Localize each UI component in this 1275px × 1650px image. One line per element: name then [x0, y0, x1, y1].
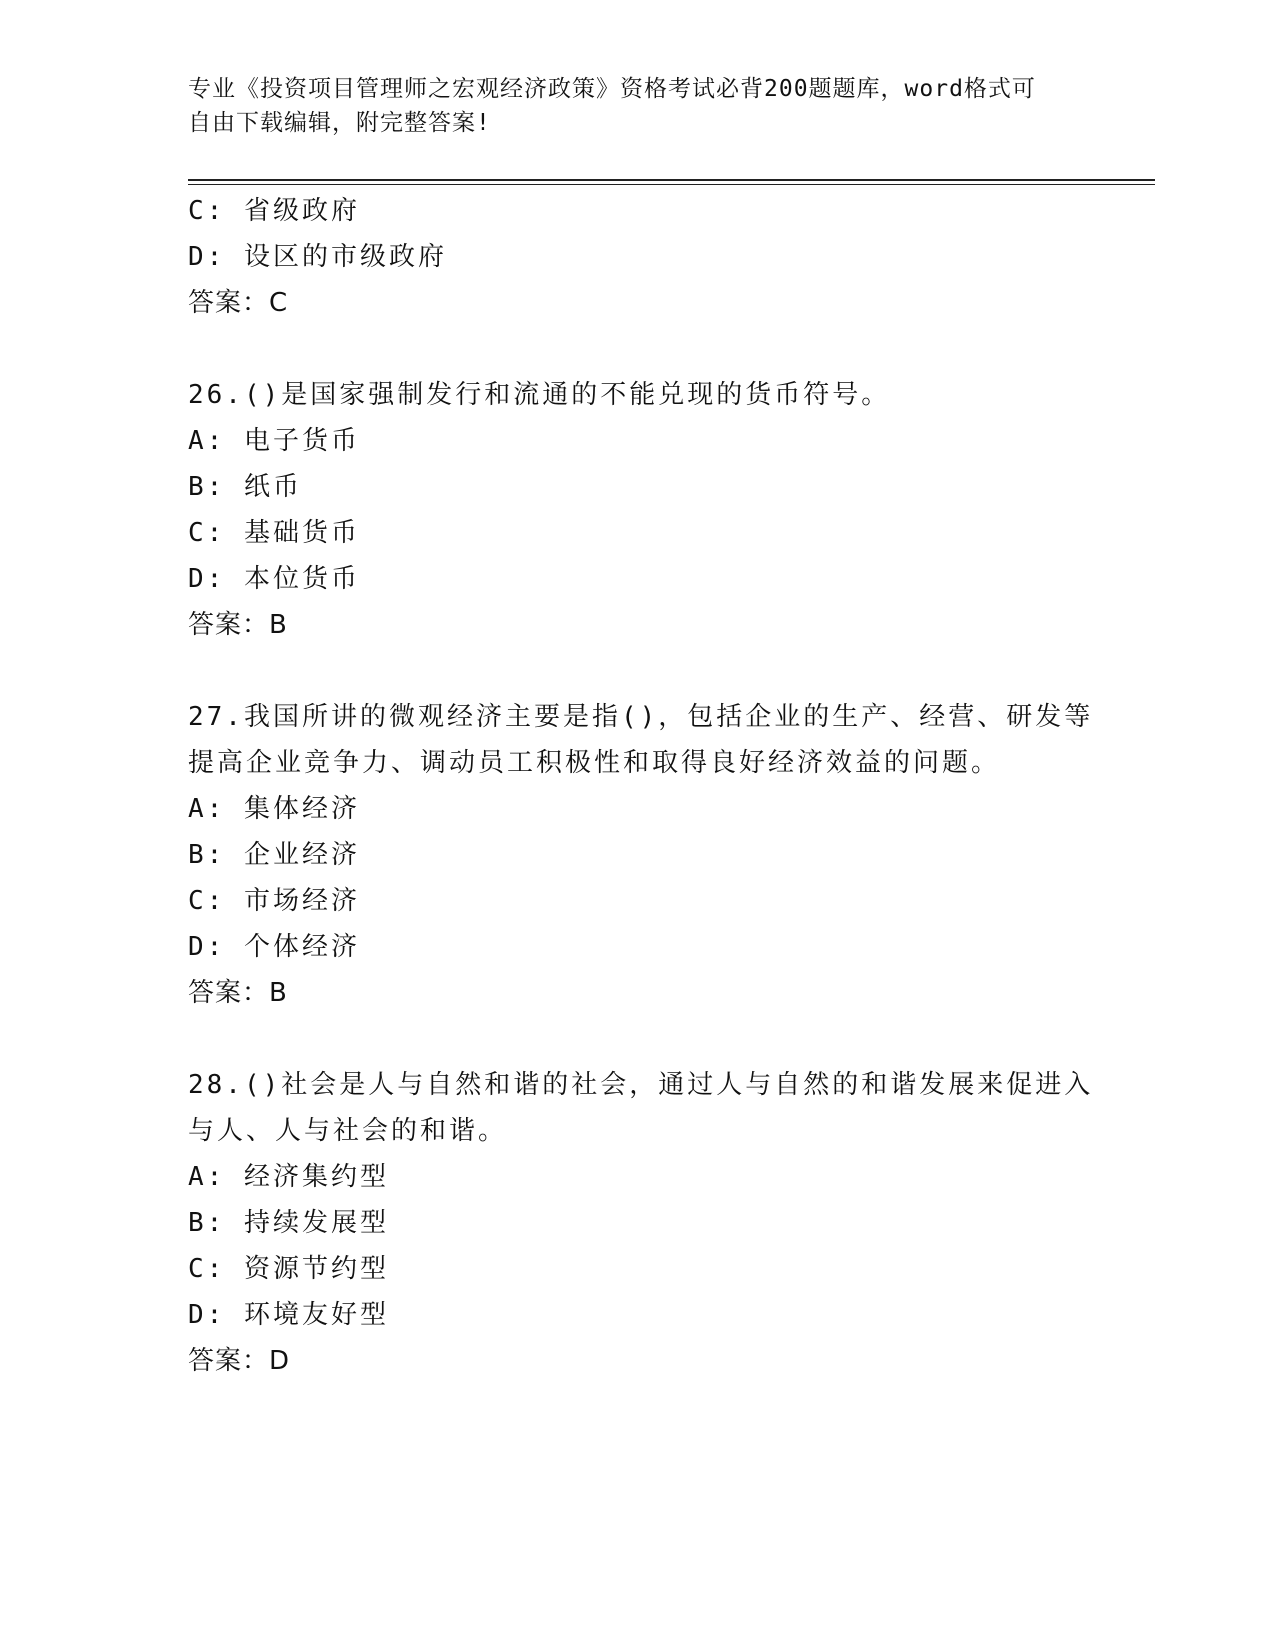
question-list — [188, 188, 1094, 1384]
answer-line: 答案：B — [188, 978, 288, 1008]
option-a: A: 经济集约型 — [188, 1162, 389, 1192]
option-c: C: 基础货币 — [188, 518, 360, 548]
spacer — [188, 1016, 1088, 1062]
option-b: B: 纸币 — [188, 472, 302, 502]
question-28 — [188, 1062, 1094, 1384]
question-26 — [188, 372, 1088, 648]
question-stem-line-2: 提高企业竞争力、调动员工积极性和取得良好经济效益的问题。 — [188, 748, 1001, 778]
option-d: D: 本位货币 — [188, 564, 360, 594]
question-stem: 26.()是国家强制发行和流通的不能兑现的货币符号。 — [188, 380, 891, 410]
option-c: C: 资源节约型 — [188, 1254, 389, 1284]
option-d: D: 个体经济 — [188, 932, 360, 962]
spacer — [188, 648, 1088, 694]
question-stem-line-1: 27.我国所讲的微观经济主要是指()，包括企业的生产、经营、研发等 — [188, 702, 1094, 732]
header-line-2: 自由下载编辑，附完整答案! — [188, 110, 491, 136]
spacer — [188, 326, 1088, 372]
question-stem-line-2: 与人、人与社会的和谐。 — [188, 1116, 508, 1146]
question-27 — [188, 694, 1094, 1016]
option-c: C: 市场经济 — [188, 886, 360, 916]
option-c: C: 省级政府 — [188, 196, 360, 226]
option-d: D: 环境友好型 — [188, 1300, 389, 1330]
previous-question-continuation — [188, 188, 1088, 326]
option-b: B: 持续发展型 — [188, 1208, 389, 1238]
document-header — [188, 72, 1088, 140]
option-b: B: 企业经济 — [188, 840, 360, 870]
answer-line: 答案：B — [188, 610, 288, 640]
option-a: A: 集体经济 — [188, 794, 360, 824]
question-stem-line-1: 28.()社会是人与自然和谐的社会，通过人与自然的和谐发展来促进入 — [188, 1070, 1094, 1100]
option-d: D: 设区的市级政府 — [188, 242, 447, 272]
answer-line: 答案：D — [188, 1346, 291, 1376]
option-a: A: 电子货币 — [188, 426, 360, 456]
header-rule-thin — [188, 184, 1155, 185]
answer-line: 答案：C — [188, 288, 289, 318]
header-line-1: 专业《投资项目管理师之宏观经济政策》资格考试必背200题题库，word格式可 — [188, 76, 1036, 102]
header-rule-thick — [188, 179, 1155, 181]
